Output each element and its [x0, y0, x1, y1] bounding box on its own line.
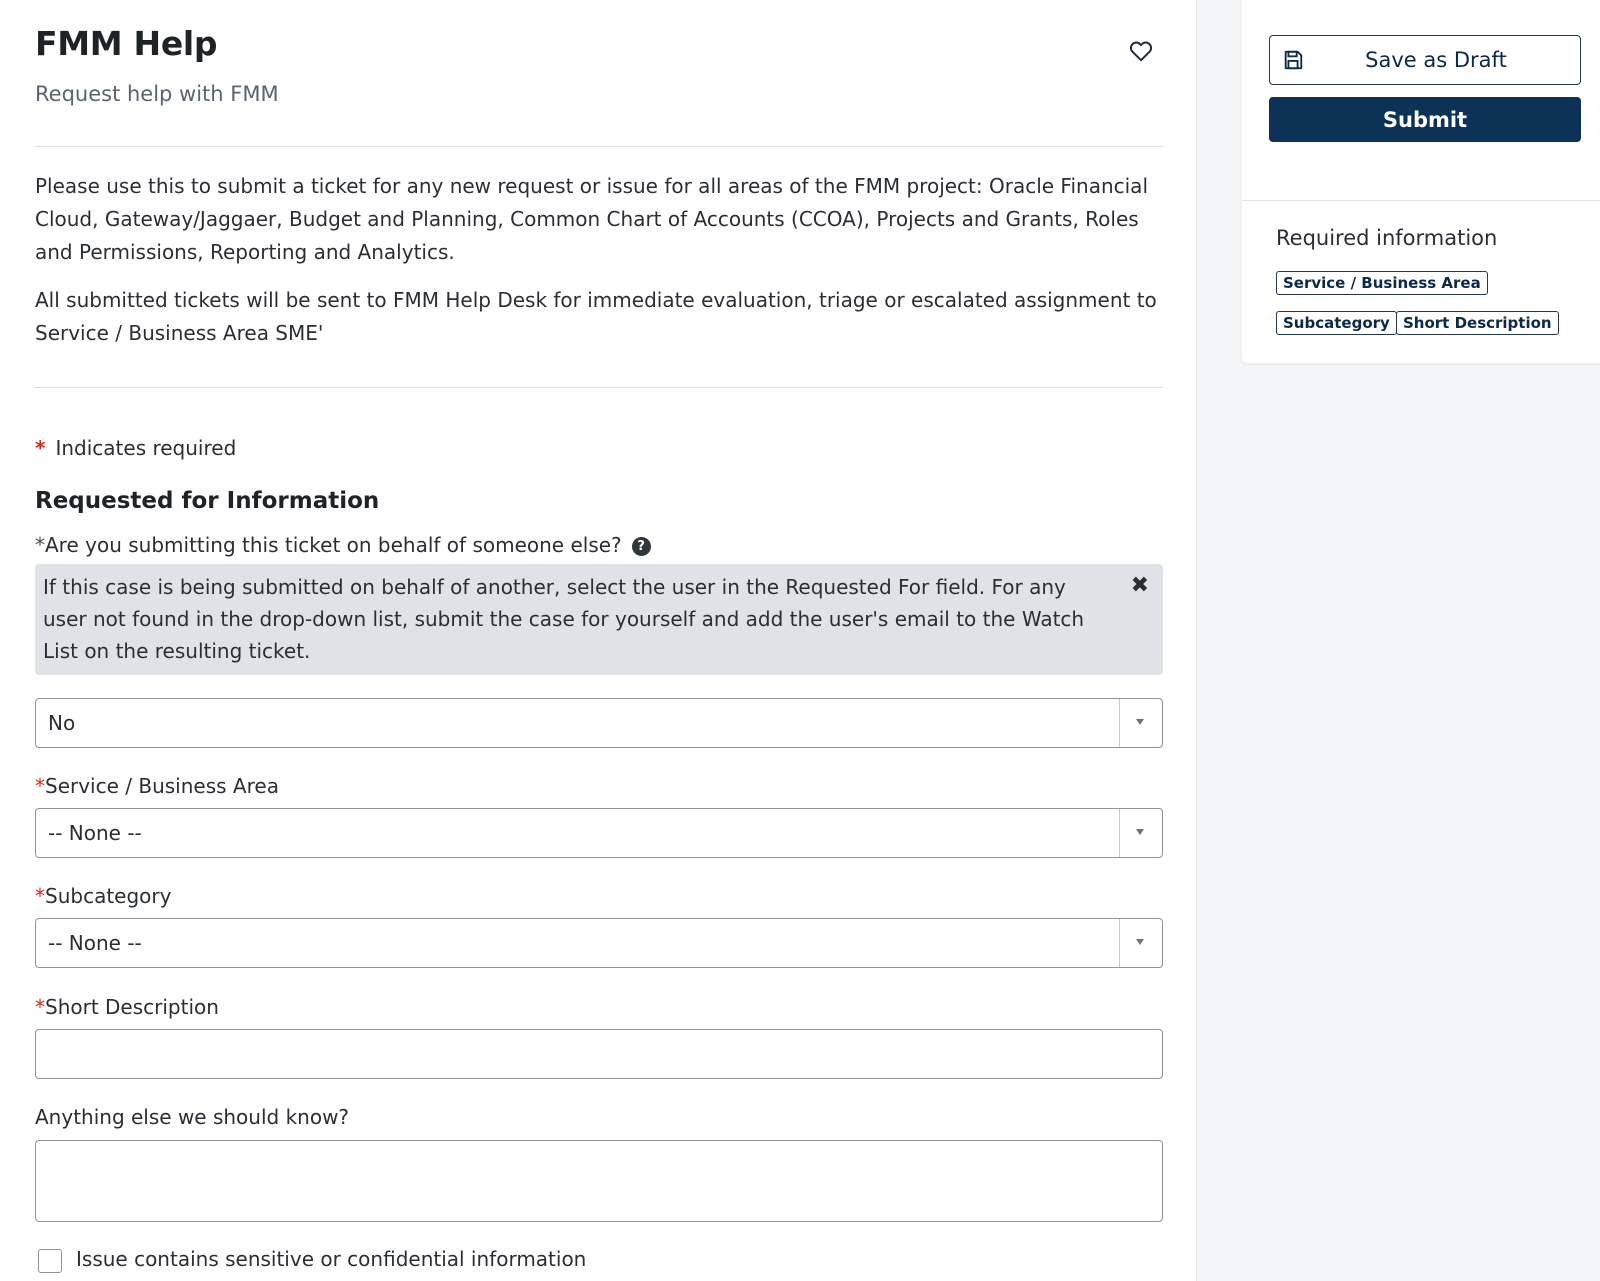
sensitive-checkbox-row [38, 1247, 586, 1273]
header-divider [35, 146, 1163, 147]
on-behalf-info-text: If this case is being submitted on behalf of another, select the user in the Requested For field. For any user not found in the drop-down list, submit the case for yourself and add the user's email to the Watch List on the resulting ticket. [43, 575, 1085, 663]
required-note-text: Indicates required [55, 436, 237, 460]
dropdown-toggle[interactable] [1119, 919, 1162, 967]
service-area-select[interactable] [35, 808, 1163, 858]
page-title: FMM Help [35, 24, 218, 63]
sensitive-checkbox-label: Issue contains sensitive or confidential information [76, 1247, 587, 1271]
short-description-label [35, 995, 219, 1019]
required-badge[interactable]: Subcategory [1276, 311, 1397, 335]
description-paragraph: Please use this to submit a ticket for any new request or issue for all areas of the FMM project: Oracle Financial Cloud, Gateway/Jaggaer, Budget and Planning, Common Chart of Accounts (CCOA), Projects and Grants, Roles and Permissions, Reporting and Analytics. [35, 174, 1148, 264]
submit-button[interactable]: Submit [1269, 97, 1581, 142]
on-behalf-select[interactable] [35, 698, 1163, 748]
close-icon[interactable]: ✖ [1130, 573, 1149, 598]
short-description-input[interactable] [35, 1029, 1163, 1079]
short-description-label-text: Short Description [45, 995, 219, 1019]
required-note [35, 436, 236, 460]
description-paragraph: All submitted tickets will be sent to FMM Help Desk for immediate evaluation, triage or escalated assignment to Service / Business Area SME' [35, 288, 1157, 345]
service-area-label [35, 774, 279, 798]
dropdown-toggle[interactable] [1119, 699, 1162, 747]
subcategory-label [35, 884, 171, 908]
heart-icon[interactable] [1128, 38, 1154, 64]
subcategory-select-value: -- None -- [48, 931, 142, 955]
dropdown-toggle[interactable] [1119, 809, 1162, 857]
required-marker: * [35, 533, 45, 557]
required-badge[interactable]: Service / Business Area [1276, 271, 1488, 295]
anything-else-label: Anything else we should know? [35, 1105, 350, 1129]
chevron-down-icon [1136, 719, 1144, 725]
anything-else-textarea[interactable] [35, 1140, 1163, 1222]
service-area-label-text: Service / Business Area [45, 774, 279, 798]
chevron-down-icon [1136, 829, 1144, 835]
chevron-down-icon [1136, 939, 1144, 945]
sidebar-divider [1242, 200, 1600, 201]
required-marker: * [35, 995, 45, 1019]
required-marker: * [35, 884, 45, 908]
required-marker: * [35, 774, 45, 798]
subcategory-label-text: Subcategory [45, 884, 172, 908]
submit-sidebar [1242, 0, 1600, 363]
section-title: Requested for Information [35, 488, 380, 514]
on-behalf-info-box [35, 564, 1163, 675]
on-behalf-select-value: No [48, 711, 76, 735]
save-as-draft-label: Save as Draft [1365, 48, 1507, 72]
help-icon[interactable]: ? [632, 537, 651, 556]
subcategory-select[interactable] [35, 918, 1163, 968]
required-marker: * [35, 436, 46, 460]
required-badge[interactable]: Short Description [1396, 311, 1559, 335]
service-area-select-value: -- None -- [48, 821, 142, 845]
on-behalf-label [35, 533, 651, 557]
on-behalf-label-text: Are you submitting this ticket on behalf of someone else? [45, 533, 622, 557]
sensitive-checkbox[interactable] [38, 1249, 62, 1273]
description-divider [35, 387, 1163, 388]
save-as-draft-button[interactable] [1269, 35, 1581, 85]
required-info-title: Required information [1276, 226, 1498, 250]
page-subtitle: Request help with FMM [35, 82, 279, 106]
